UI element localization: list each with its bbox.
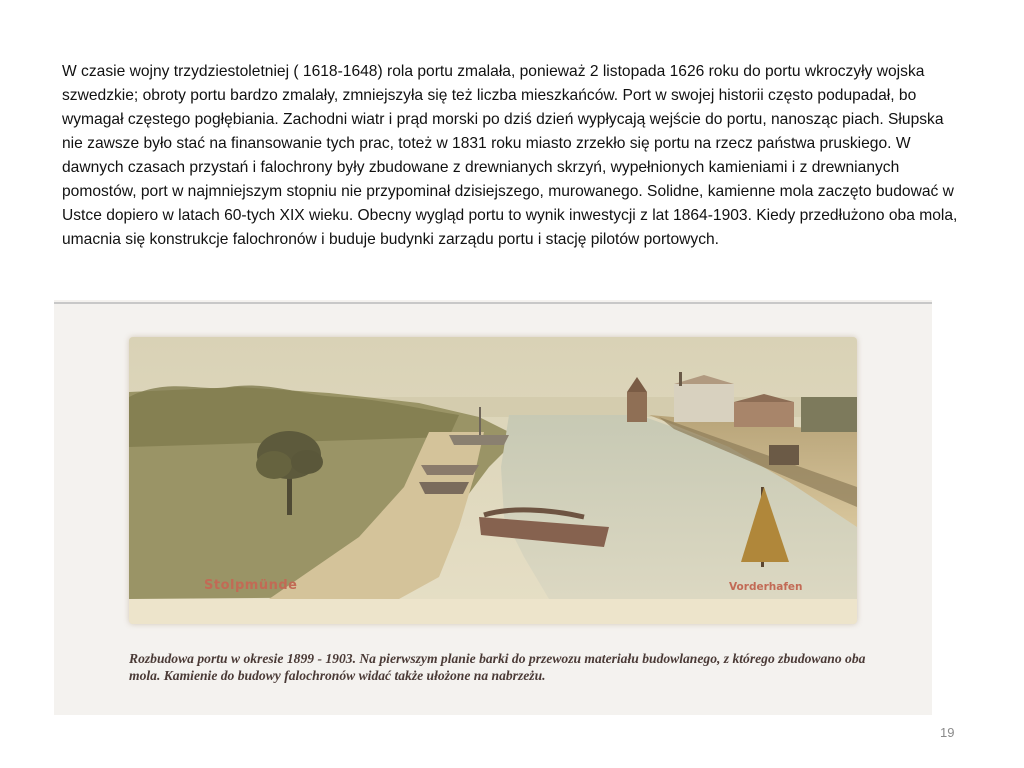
- postcard-caption: Rozbudowa portu w okresie 1899 - 1903. Na pierwszym planie barki do przewozu materiału budowlanego, z którego zbudowano oba mola. Kamienie do budowy falochronów widać także ułożone na nabrzeżu.: [129, 651, 866, 683]
- slide-body-text: W czasie wojny trzydziestoletniej ( 1618-1648) rola portu zmalała, ponieważ 2 listopada 1626 roku do portu wkroczyły wojska szwedzkie; obroty portu bardzo zmalały, zmniejszyła się też liczba mieszkańców. Port w swojej historii często podupadał, bo wymagał częstego pogłębiania. Zachodni wiatr i prąd morski po dziś dzień wypłycają wejście do portu, nanosząc piach. Słupska nie zawsze było stać na finansowanie tych prac, toteż w 1831 roku miasto zrzekło się portu na rzecz państwa pruskiego. W dawnych czasach przystań i falochrony były zbudowane z drewnianych skrzyń, wypełnionych kamieniami i z drewnianych pomostów, port w najmniejszym stopniu nie przypominał dzisiejszego, murowanego. Solidne, kamienne mola zaczęto budować w Ustce dopiero w latach 60-tych XIX wieku. Obecny wygląd portu to wynik inwestycji z lat 1864-1903. Kiedy przedłużono oba mola, umacnia się konstrukcje falochronów i buduje budynki zarządu portu i stację pilotów portowych.: [62, 63, 958, 248]
- page-number: 19: [940, 725, 955, 740]
- postcard-label-stolpmuende: Stolpmünde: [204, 578, 298, 593]
- postcard-label-vorderhafen: Vorderhafen: [729, 581, 803, 593]
- historic-postcard: [129, 337, 857, 624]
- scanned-postcard-area: [54, 300, 932, 715]
- scan-edge-line: [54, 302, 932, 304]
